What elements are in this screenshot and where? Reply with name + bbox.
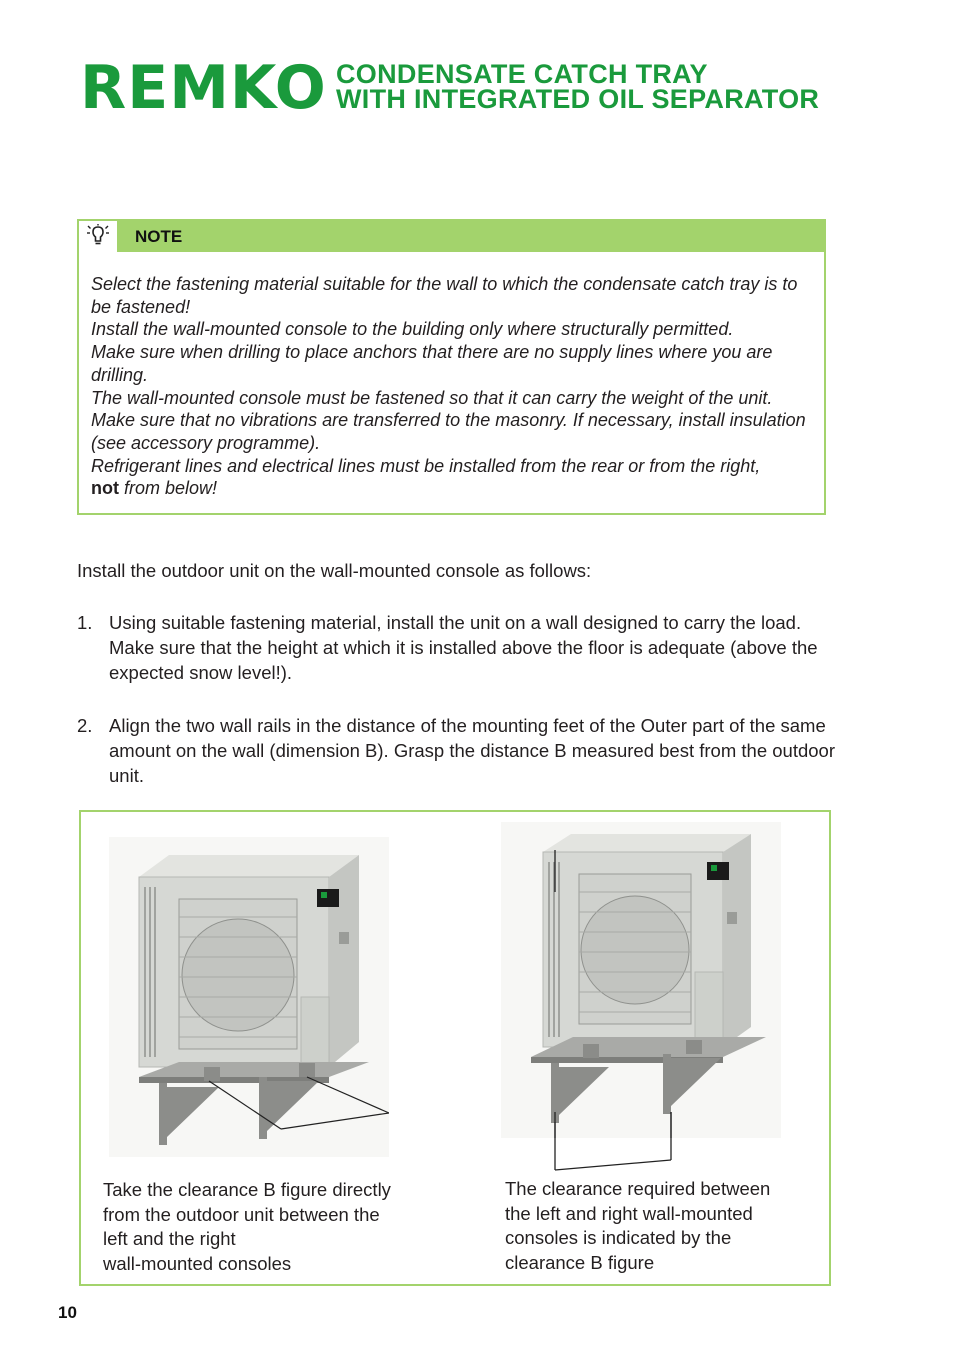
step-number: 2. — [77, 715, 93, 736]
note-body — [91, 273, 816, 500]
outdoor-unit-image-left — [109, 837, 389, 1157]
caption-line: The clearance required between — [505, 1178, 771, 1199]
caption-line: the left and right wall-mounted — [505, 1202, 753, 1224]
figure-box — [79, 810, 831, 1286]
caption-line: Take the clearance B figure directly — [103, 1179, 391, 1200]
note-bold-not: not — [91, 478, 119, 499]
step-1 — [77, 610, 837, 685]
note-line: Select the fastening material suitable for the wall to which the condensate catch tray is to be fastened! — [91, 274, 798, 317]
step-2 — [77, 713, 837, 788]
caption-right — [505, 1177, 805, 1275]
caption-left — [103, 1178, 423, 1276]
page-title — [336, 59, 820, 114]
note-header — [79, 221, 824, 252]
note-line: Make sure that no vibrations are transferred to the masonry. If necessary, install insulation (see accessory programme). — [91, 410, 806, 453]
note-box — [77, 219, 826, 515]
caption-line: from the outdoor unit between the — [103, 1203, 380, 1225]
step-number: 1. — [77, 612, 93, 633]
page-number: 10 — [58, 1303, 77, 1322]
title-line-1: CONDENSATE CATCH TRAY — [336, 59, 708, 89]
note-line: Refrigerant lines and electrical lines must be installed from the rear or from the right, — [91, 455, 761, 476]
caption-line: clearance B figure — [505, 1251, 655, 1273]
outdoor-unit-image-right — [501, 822, 781, 1138]
note-line: Install the wall-mounted console to the building only where structurally permitted. — [91, 319, 734, 340]
note-line: Make sure when drilling to place anchors that there are no supply lines where you are drilling. — [91, 342, 773, 385]
title-line-2: WITH INTEGRATED OIL SEPARATOR — [336, 84, 820, 114]
step-text: Align the two wall rails in the distance of the mounting feet of the Outer part of the same amount on the wall (dimension B). Grasp the distance B measured best from the outdoor unit. — [109, 715, 835, 786]
note-line: The wall-mounted console must be fastened so that it can carry the weight of the unit. — [91, 387, 773, 408]
note-label: NOTE — [135, 227, 183, 246]
remko-logo: REMKO — [80, 53, 327, 123]
note-last-rest: from below! — [118, 478, 218, 499]
dimension-b-line — [551, 1112, 681, 1182]
caption-line: left and the right — [103, 1228, 236, 1249]
lightbulb-icon — [87, 224, 109, 248]
step-text: Using suitable fastening material, install the unit on a wall designed to carry the load. Make sure that the height at which it is installed above the floor is adequate (above the expected snow level!). — [109, 612, 818, 683]
caption-line: wall-mounted consoles — [103, 1252, 292, 1274]
note-line-last — [91, 477, 816, 500]
caption-line: consoles is indicated by the — [505, 1227, 732, 1248]
note-icon-cell — [79, 221, 119, 252]
intro-text: Install the outdoor unit on the wall-mounted console as follows: — [77, 560, 592, 581]
